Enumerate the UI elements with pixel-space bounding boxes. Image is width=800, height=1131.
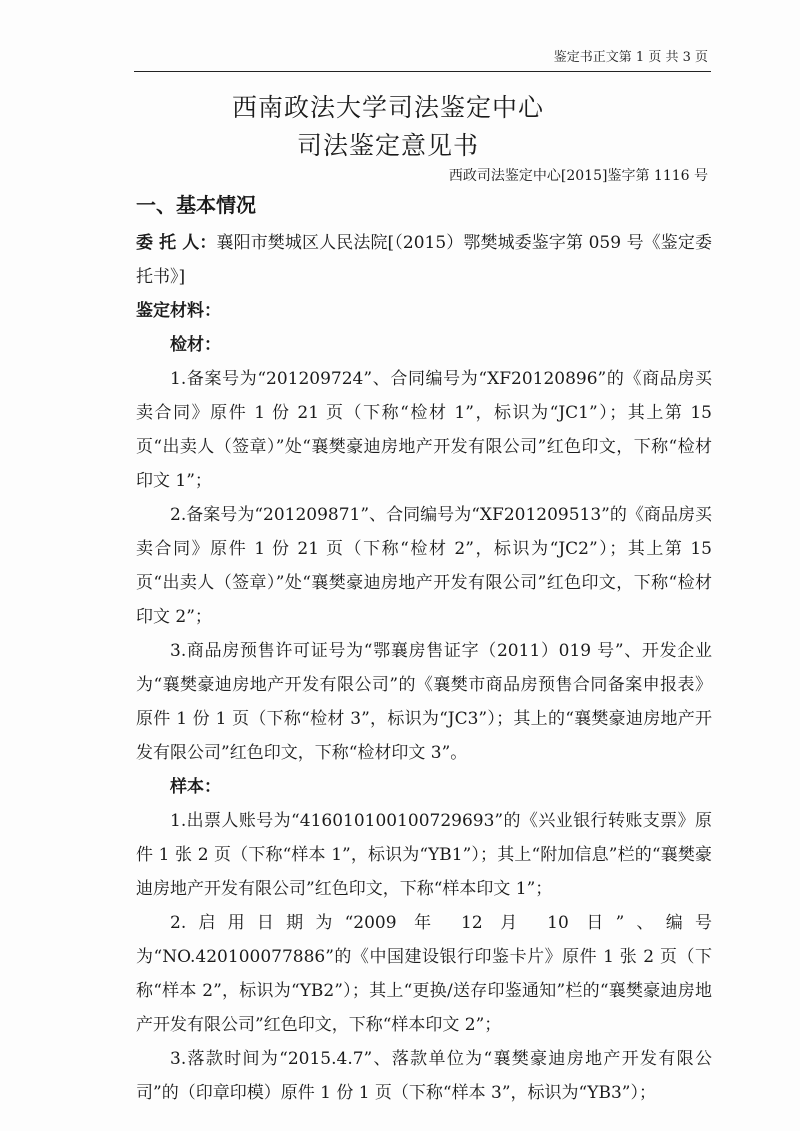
client-label: 委 托 人： [136, 233, 217, 253]
exam-item-2: 2.备案号为“201209871”、合同编号为“XF201209513”的《商品房买卖合同》原件 1 份 21 页（下称“检材 2”，标识为“JC2”）；其上第 15 页“出卖人（签章）”处“襄樊豪迪房地产开发有限公司”红色印文，下称“检材印文 2”； [136, 505, 713, 627]
sample-materials-label: 样本： [170, 777, 221, 797]
document-body [136, 190, 712, 1110]
materials-label: 鉴定材料： [136, 301, 221, 321]
document-title-institution: 西南政法大学司法鉴定中心 [231, 93, 544, 122]
exam-item-1: 1.备案号为“201209724”、合同编号为“XF20120896”的《商品房买卖合同》原件 1 份 21 页（下称“检材 1”，标识为“JC1”）；其上第 15 页“出卖人（签章）”处“襄樊豪迪房地产开发有限公司”红色印文，下称“检材印文 1”； [136, 369, 713, 491]
section-heading-basic-info: 一、基本情况 [136, 193, 256, 217]
header-rule [134, 71, 711, 72]
document-title-type: 司法鉴定意见书 [296, 131, 479, 160]
sample-item-3: 3.落款时间为“2015.4.7”、落款单位为“襄樊豪迪房地产开发有限公司”的（印章印模）原件 1 份 1 页（下称“样本 3”，标识为“YB3”）； [136, 1049, 712, 1103]
page-indicator: 鉴定书正文第 1 页 共 3 页 [553, 50, 708, 65]
exam-item-3: 3.商品房预售许可证号为“鄂襄房售证字（2011）019 号”、开发企业为“襄樊豪迪房地产开发有限公司”的《襄樊市商品房预售合同备案申报表》原件 1 份 1 页（下称“检材 3”，标识为“JC3”）；其上的“襄樊豪迪房地产开发有限公司”红色印文，下称“检材印文 3”。 [136, 641, 712, 763]
client-paragraph [136, 226, 712, 294]
sample-item-1: 1.出票人账号为“416010100100729693”的《兴业银行转账支票》原件 1 张 2 页（下称“样本 1”，标识为“YB1”）；其上“附加信息”栏的“襄樊豪迪房地产开发有限公司”红色印文，下称“样本印文 1”； [136, 811, 712, 899]
sample-item-2: 2.启用日期为“2009 年 12 月 10 日”、编号为“NO.420100077886”的《中国建设银行印鉴卡片》原件 1 张 2 页（下称“样本 2”，标识为“YB2”）；其上“更换/送存印鉴通知”栏的“襄樊豪迪房地产开发有限公司”红色印文，下称“样本印文 2”； [136, 913, 712, 1035]
exam-materials-label: 检材： [170, 335, 221, 355]
client-value: 襄阳市樊城区人民法院[（2015）鄂樊城委鉴字第 059 号《鉴定委托书》] [136, 233, 712, 287]
document-number: 西政司法鉴定中心[2015]鉴字第 1116 号 [448, 168, 708, 184]
